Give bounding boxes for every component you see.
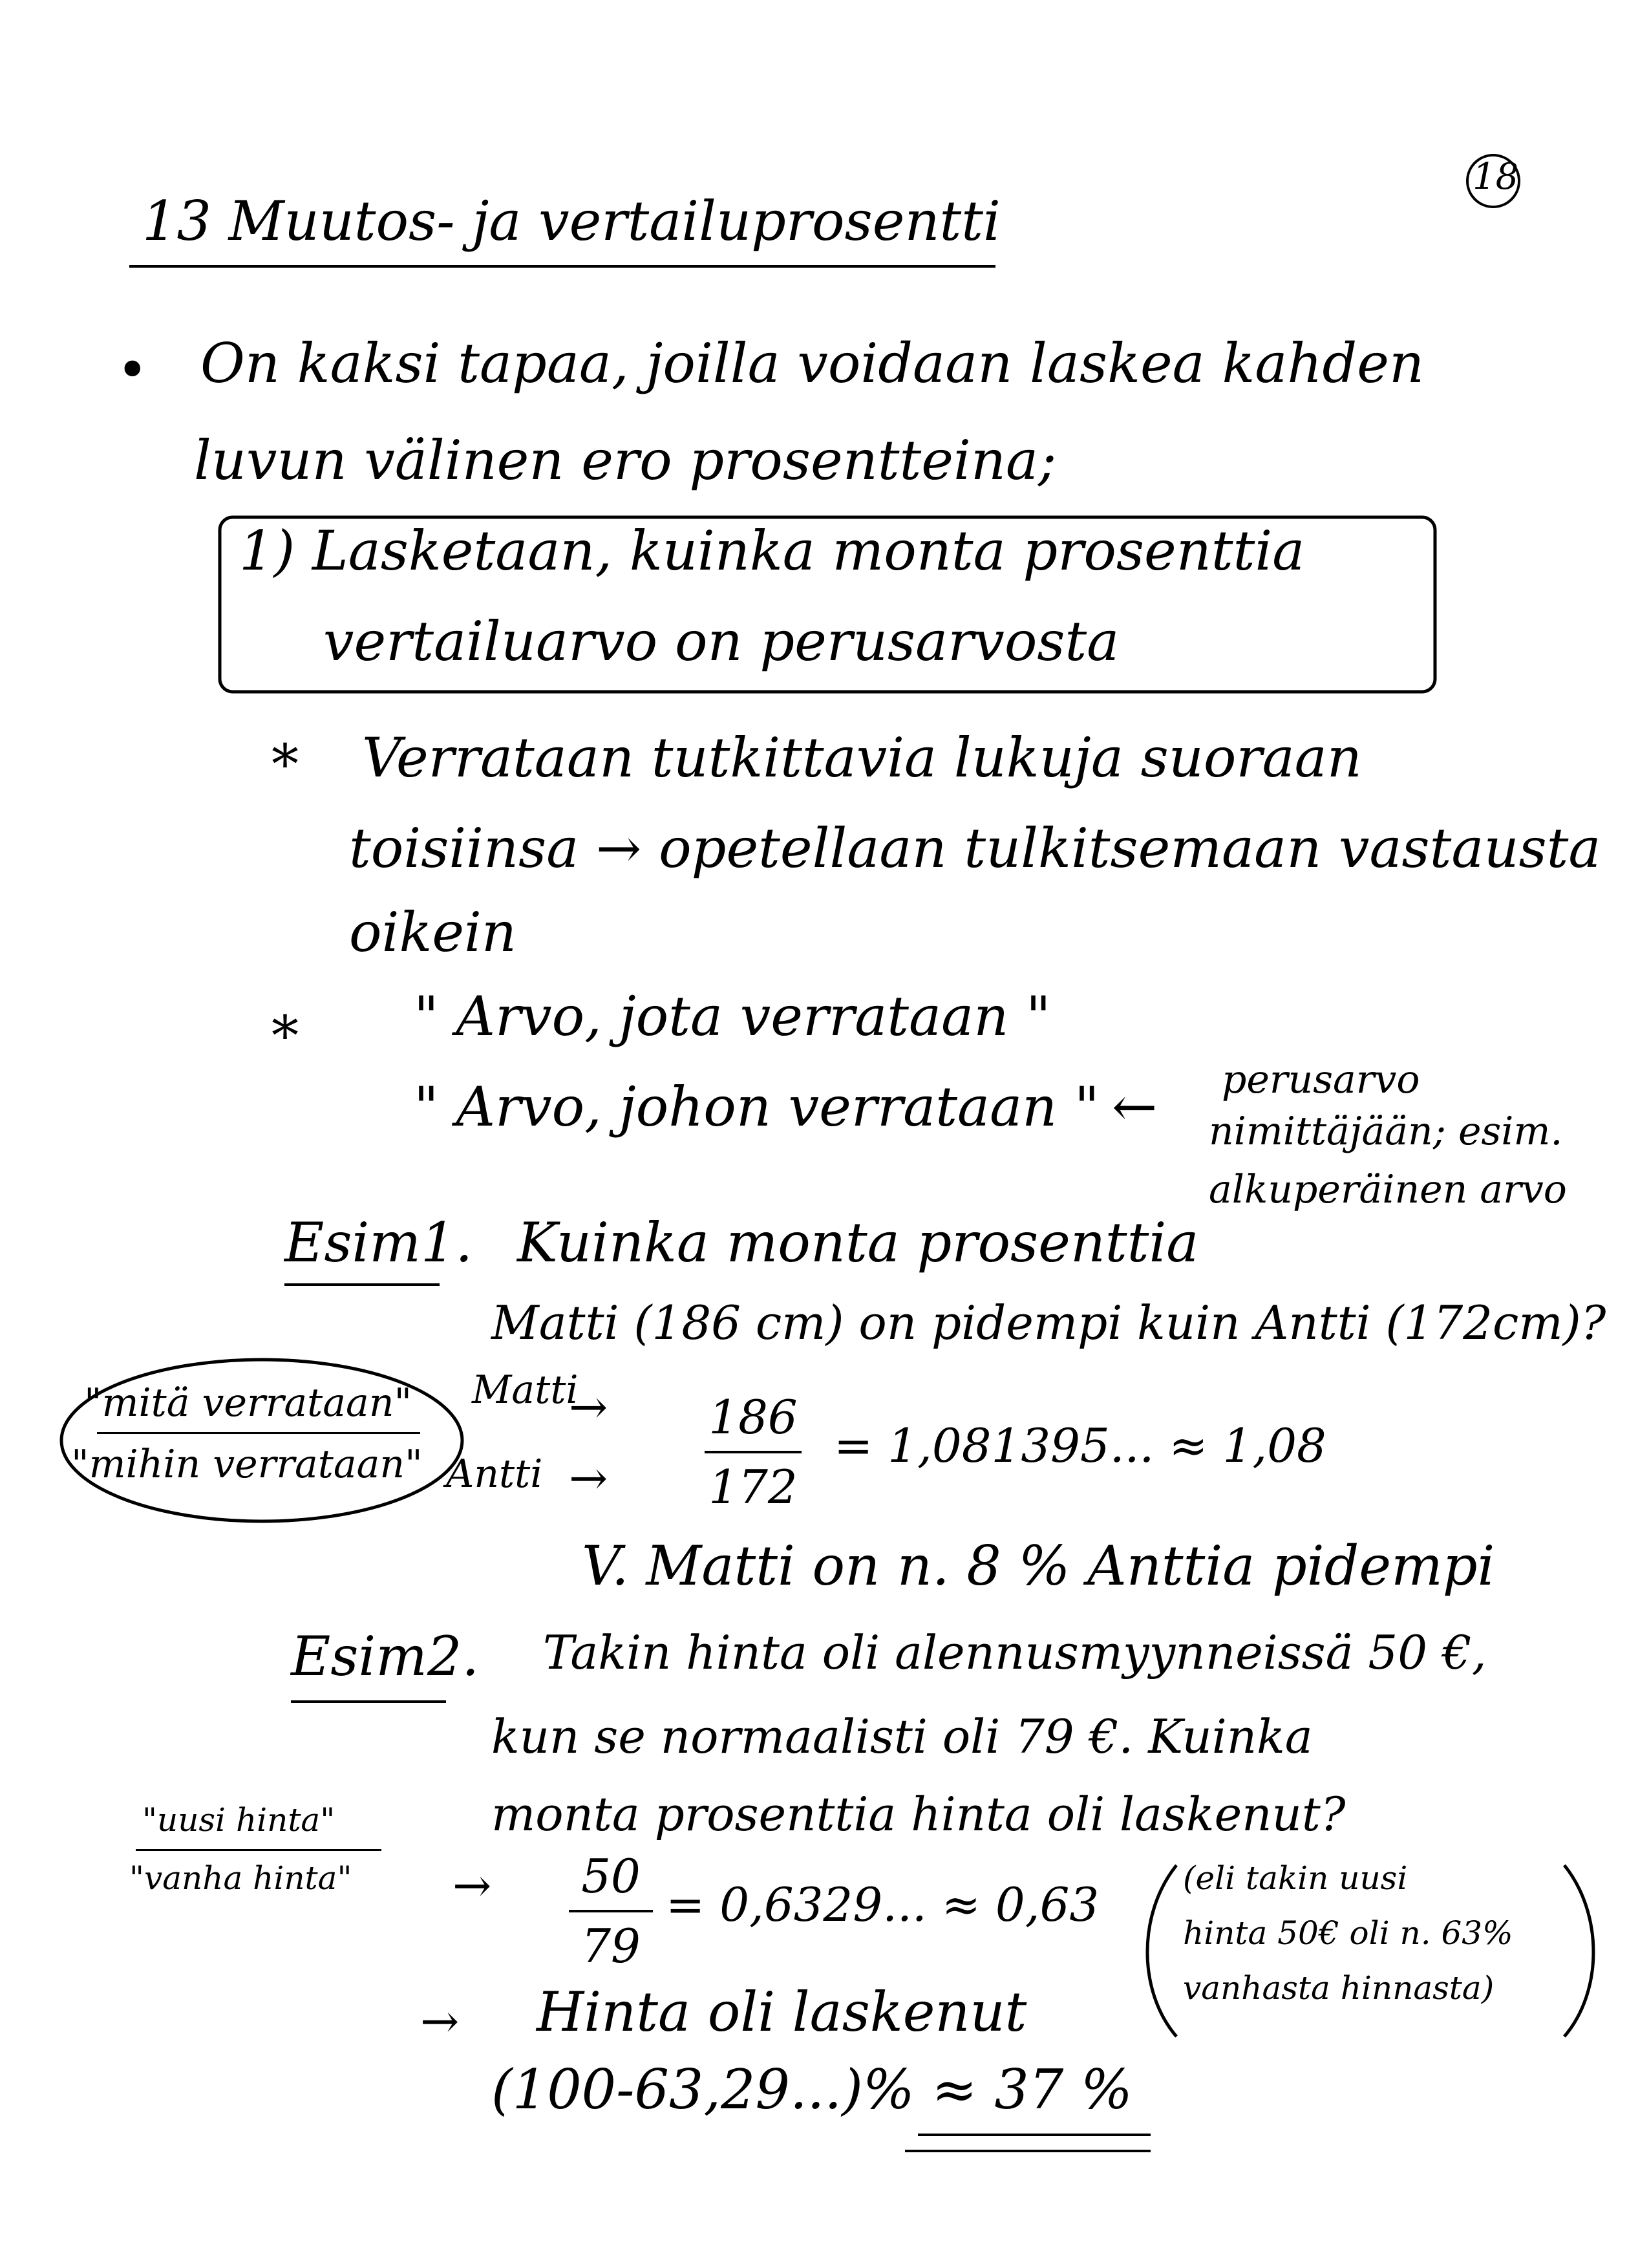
boxed-line-1: 1) Lasketaan, kuinka monta prosenttia bbox=[239, 519, 1305, 583]
example1-answer: V. Matti on n. 8 % Anttia pidempi bbox=[582, 1534, 1495, 1598]
example2-line-1: Takin hinta oli alennusmyynneissä 50 €, bbox=[543, 1625, 1487, 1680]
example2-step-arrow: → bbox=[420, 1994, 460, 2048]
example2-line-3: monta prosenttia hinta oli laskenut? bbox=[491, 1787, 1346, 1841]
example2-label: Esim2. bbox=[291, 1625, 480, 1688]
example1-result: = 1,081395... ≈ 1,08 bbox=[834, 1418, 1326, 1473]
example2-left-divider bbox=[136, 1849, 381, 1851]
example2-label-underline bbox=[291, 1700, 446, 1703]
fraction-bar bbox=[569, 1910, 653, 1912]
example2-left-2: "vanha hinta" bbox=[129, 1859, 352, 1897]
example1-numerator: 186 bbox=[708, 1390, 798, 1444]
fraction-bar bbox=[705, 1451, 802, 1453]
answer-underline-2 bbox=[905, 2150, 1151, 2152]
star1-line-1: Verrataan tutkittavia lukuja suoraan bbox=[362, 726, 1362, 789]
example2-paren-1: (eli takin uusi bbox=[1183, 1859, 1408, 1897]
answer-underline-1 bbox=[918, 2134, 1151, 2136]
page-title: 13 Muutos- ja vertailuprosentti bbox=[142, 189, 1001, 253]
star2-note-3: alkuperäinen arvo bbox=[1209, 1167, 1567, 1212]
example2-result: = 0,6329... ≈ 0,63 bbox=[666, 1878, 1100, 1932]
example2-arrow: → bbox=[452, 1858, 492, 1912]
example2-left-1: "uusi hinta" bbox=[142, 1801, 335, 1839]
star2-note-1: perusarvo bbox=[1222, 1057, 1420, 1102]
example1-oval-text-1: "mitä verrataan" bbox=[84, 1380, 412, 1426]
intro-line-2: luvun välinen ero prosentteina; bbox=[194, 429, 1057, 492]
intro-bullet: • bbox=[116, 338, 149, 401]
example2-denominator: 79 bbox=[581, 1919, 641, 1973]
example2-line-2: kun se normaalisti oli 79 €. Kuinka bbox=[491, 1709, 1313, 1764]
page-number: 18 bbox=[1473, 156, 1519, 198]
example1-line-1: Kuinka monta prosenttia bbox=[517, 1211, 1199, 1274]
example1-label: Esim1. bbox=[284, 1211, 473, 1274]
example1-denominator: 172 bbox=[708, 1460, 798, 1514]
example1-line-2: Matti (186 cm) on pidempi kuin Antti (172cm)? bbox=[491, 1296, 1606, 1350]
example2-step-2: (100-63,29...)% ≈ 37 % bbox=[491, 2058, 1133, 2121]
oval-divider bbox=[97, 1432, 420, 1434]
intro-line-1: On kaksi tapaa, joilla voidaan laskea kahden bbox=[200, 332, 1425, 395]
star2-line-2: " Arvo, johon verrataan " bbox=[414, 1075, 1100, 1139]
example2-step-1: Hinta oli laskenut bbox=[537, 1980, 1027, 2044]
example1-arrow-2: → bbox=[569, 1451, 608, 1505]
star2-note-2: nimittäjään; esim. bbox=[1209, 1109, 1563, 1154]
example1-fraction bbox=[705, 1390, 802, 1514]
example1-oval-text-2: "mihin verrataan" bbox=[71, 1442, 423, 1487]
star2-marker: * bbox=[271, 1004, 299, 1067]
star1-line-3: oikein bbox=[349, 901, 517, 964]
example2-numerator: 50 bbox=[581, 1849, 641, 1903]
boxed-line-2: vertailuarvo on perusarvosta bbox=[323, 610, 1120, 673]
star2-arrow: ← bbox=[1112, 1075, 1158, 1139]
star2-line-1: " Arvo, jota verrataan " bbox=[414, 985, 1051, 1048]
title-underline bbox=[129, 265, 995, 268]
example2-paren-2: hinta 50€ oli n. 63% bbox=[1183, 1914, 1513, 1952]
example2-paren-3: vanhasta hinnasta) bbox=[1183, 1969, 1495, 2007]
example2-fraction bbox=[569, 1849, 653, 1973]
star1-marker: * bbox=[271, 733, 299, 796]
star1-line-2: toisiinsa → opetellaan tulkitsemaan vastausta bbox=[349, 817, 1601, 880]
example1-label-underline bbox=[284, 1283, 440, 1286]
example1-antti: Antti bbox=[446, 1451, 543, 1497]
example1-arrow-1: → bbox=[569, 1380, 608, 1434]
example1-matti: Matti bbox=[472, 1367, 579, 1413]
